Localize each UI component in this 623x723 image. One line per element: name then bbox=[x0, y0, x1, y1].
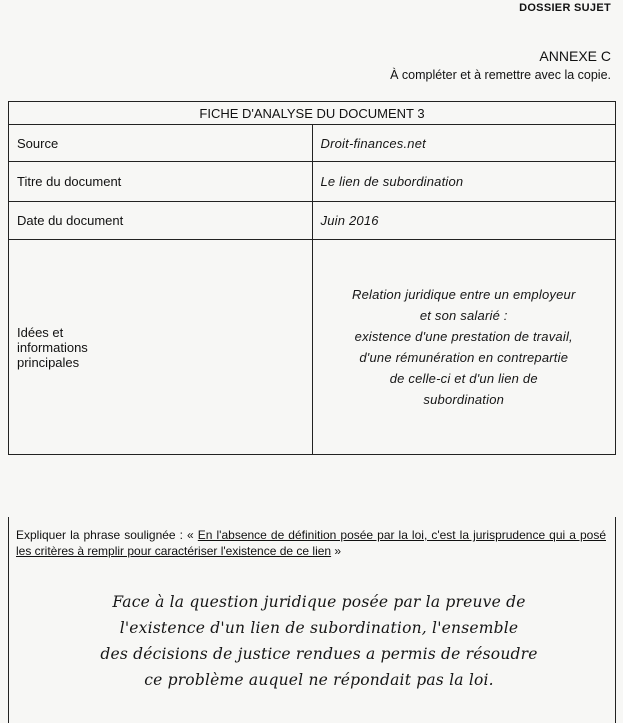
explain-section bbox=[8, 517, 616, 723]
underlined-quote: En l'absence de définition posée par la loi, c'est la jurisprudence qui a posé les critères à remplir pour caractériser l'existence de ce lien bbox=[16, 528, 606, 558]
explain-prefix: Expliquer la phrase soulignée : « bbox=[16, 528, 198, 542]
idees-label-line: Idées et bbox=[17, 324, 64, 340]
row-label-idees bbox=[9, 240, 313, 455]
fiche-title: FICHE D'ANALYSE DU DOCUMENT 3 bbox=[9, 102, 616, 125]
idees-line: d'une rémunération en contrepartie bbox=[359, 350, 569, 365]
idees-line: existence d'une prestation de travail, bbox=[354, 329, 573, 344]
explain-prompt bbox=[16, 527, 606, 559]
table-row bbox=[9, 202, 616, 240]
idees-label-line: informations bbox=[17, 339, 88, 355]
answer-area[interactable] bbox=[39, 589, 599, 693]
fiche-analyse-table bbox=[8, 101, 616, 455]
answer-line: l'existence d'un lien de subordination, l'ensemble bbox=[119, 619, 519, 637]
row-label-date: Date du document bbox=[9, 202, 313, 240]
table-row bbox=[9, 162, 616, 202]
idees-line: de celle-ci et d'un lien de bbox=[389, 371, 538, 386]
row-value-titre[interactable]: Le lien de subordination bbox=[312, 162, 616, 202]
table-row bbox=[9, 125, 616, 162]
row-label-source: Source bbox=[9, 125, 313, 162]
instruction-text: À compléter et à remettre avec la copie. bbox=[390, 68, 611, 82]
row-label-titre: Titre du document bbox=[9, 162, 313, 202]
answer-line: des décisions de justice rendues a permis de résoudre bbox=[100, 645, 538, 663]
row-value-idees[interactable] bbox=[312, 240, 616, 455]
answer-line: Face à la question juridique posée par la preuve de bbox=[112, 593, 526, 611]
explain-suffix: » bbox=[331, 544, 342, 558]
dossier-label: DOSSIER SUJET bbox=[519, 2, 611, 14]
idees-line: subordination bbox=[423, 392, 505, 407]
idees-line: et son salarié : bbox=[419, 308, 508, 323]
idees-label-line: principales bbox=[17, 354, 80, 370]
row-value-source[interactable]: Droit-finances.net bbox=[312, 125, 616, 162]
table-row bbox=[9, 240, 616, 455]
answer-line: ce problème auquel ne répondait pas la loi. bbox=[144, 671, 494, 689]
annexe-title: ANNEXE C bbox=[539, 48, 611, 64]
idees-line: Relation juridique entre un employeur bbox=[352, 287, 576, 302]
row-value-date[interactable]: Juin 2016 bbox=[312, 202, 616, 240]
